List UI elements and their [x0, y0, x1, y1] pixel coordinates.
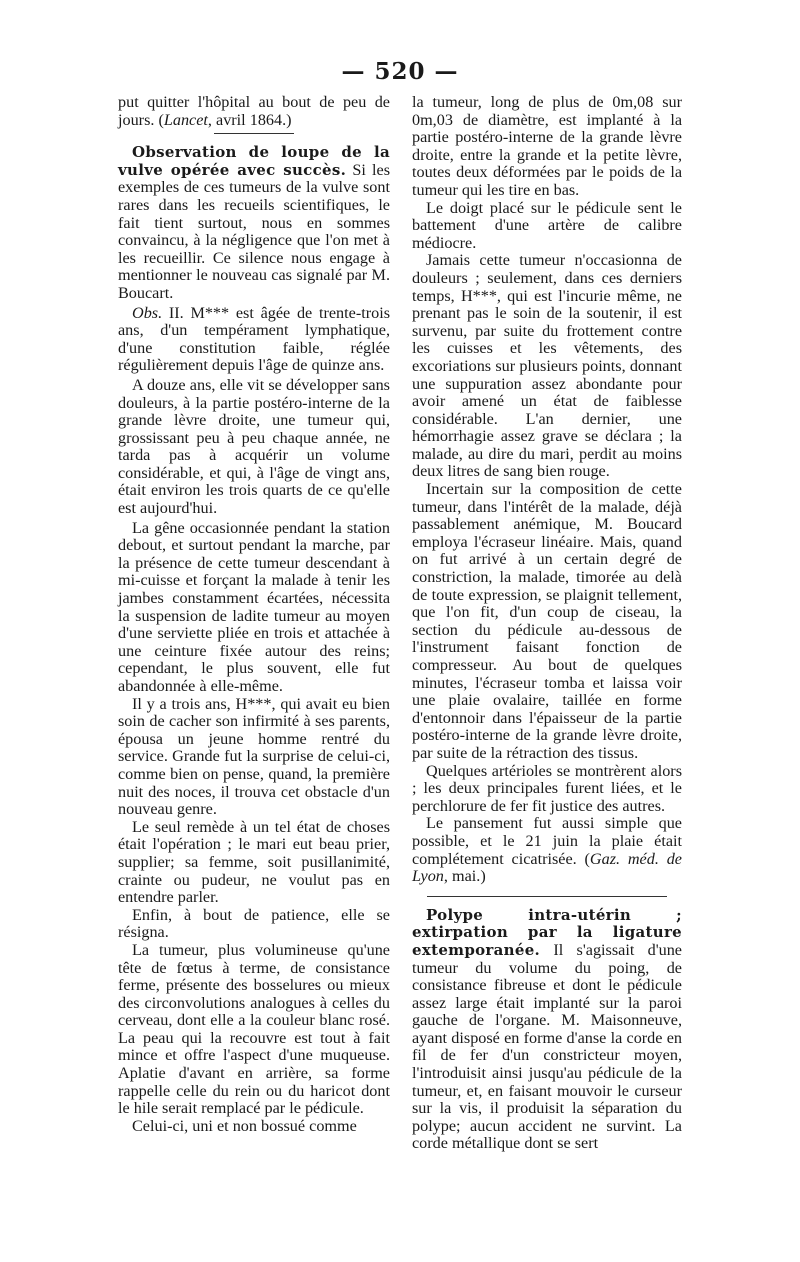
right-column	[412, 94, 682, 1153]
paragraph-text: Si les exemples de ces tumeurs de la vulve sont rares dans les recueils scientifiques, le fait tient surtout, nous en sommes convaincu, à la négligence que l'on met à les recueillir. Ce silence nous engage à mentionner le nouveau cas signalé par M. Boucart.	[118, 160, 390, 302]
paragraph-text: , avril 1864.)	[207, 110, 292, 129]
paragraph: La tumeur, plus volumineuse qu'une tête de fœtus à terme, de consistance ferme, présente des bosselures ou mieux des circonvolutions analogues à celles du cerveau, dont elle a la couleur blanc rosé. La peau qui la recouvre est tout à fait mince et offre l'aspect d'une muqueuse. Aplatie d'avant en arrière, sa forme rappelle celle du rein ou du haricot dont le hile serait remplacé par le pédicule.	[118, 940, 390, 1118]
paragraph: Il y a trois ans, H***, qui avait eu bien soin de cacher son infirmité à ses parents, épousa un jeune homme rentré du service. Grande fut la surprise de celui-ci, comme bien on pense, quand, la première nuit des noces, il trouva cet obstacle d'un nouveau genre.	[118, 694, 390, 819]
section-polype	[412, 907, 682, 1153]
paragraph: Quelques artérioles se montrèrent alors ; les deux principales furent liées, et le perchlorure de fer fit justice des autres.	[412, 761, 682, 815]
source-citation: Gaz. méd. de Lyon	[412, 849, 682, 886]
section-divider	[214, 133, 294, 134]
paragraph-continuation: la tumeur, long de plus de 0m,08 sur 0m,03 de diamètre, est implanté à la partie postéro-interne de la grande lèvre droite, entre la grande et la petite lèvre, toutes deux déformées par le poids de la tumeur qui les tire en bas.	[412, 93, 682, 199]
section-heading: Polype intra-utérin ; extirpation par la ligature extemporanée.	[412, 905, 682, 959]
paragraph: Le seul remède à un tel état de choses était l'opération ; le mari eut beau prier, supplier; sa femme, soit pusillanimité, crainte ou pudeur, ne voulut pas en entendre parler.	[118, 817, 390, 907]
source-citation: Lancet	[163, 110, 208, 129]
paragraph: A douze ans, elle vit se développer sans douleurs, à la partie postéro-interne de la grande lèvre droite, une tumeur qui, grossissant peu à peu chaque année, ne tarda pas à acquérir un volume considérable, et qui, à l'âge de vingt ans, était environ les trois quarts de ce qu'elle est aujourd'hui.	[118, 375, 390, 518]
section-observation-loupe	[118, 144, 390, 302]
page-number: — 520 —	[341, 58, 459, 85]
paragraph: Le doigt placé sur le pédicule sent le battement d'une artère de calibre médiocre.	[412, 198, 682, 252]
section-heading: Observation de loupe de la vulve opérée avec succès.	[118, 143, 390, 179]
paragraph: Celui-ci, uni et non bossué comme	[132, 1116, 357, 1135]
paragraph: Enfin, à bout de patience, elle se résigna.	[118, 905, 390, 942]
paragraph-text: , mai.)	[443, 867, 486, 886]
paragraph-text: Le pansement fut aussi simple que possible, et le 21 juin la plaie était complétement cicatrisée. (	[412, 814, 682, 868]
paragraph-obs	[118, 305, 390, 375]
paragraph: La gêne occasionnée pendant la station debout, et surtout pendant la marche, par la présence de cette tumeur descendant à mi-cuisse et forçant la malade à tenir les jambes constamment écartées, nécessita la suspension de ladite tumeur au moyen d'une serviette pliée en trois et attachée à une ceinture fixée autour des reins; cependant, le plus souvent, elle fut abandonnée à elle-même.	[118, 518, 390, 695]
paragraph	[412, 815, 682, 885]
paragraph-text: Il s'agissait d'une tumeur du volume du poing, de consistance fibreuse et dont le pédicule assez large était implanté sur la paroi gauche de l'organe. M. Maisonneuve, ayant disposé en forme d'anse la corde en fil de fer d'un constricteur moyen, l'introduisit ainsi jusqu'au pédicule de la tumeur, et, en faisant mouvoir le curseur sur la vis, il produisit la séparation du polype; aucun accident ne survint. La corde métallique dont se sert	[412, 940, 682, 1153]
section-divider	[427, 896, 667, 897]
paragraph: Incertain sur la composition de cette tumeur, dans l'intérêt de la malade, déjà passablement anémique, M. Boucard employa l'écraseur linéaire. Mais, quand on fut arrivé à un certain degré de constriction, la malade, timorée au delà de toute expression, se plaignit tellement, que l'on fit, d'un coup de ciseau, la section du pédicule au-dessous de l'instrument faisant fonction de compresseur. Au bout de quelques minutes, l'écraseur tomba et laissa voir une plaie ovalaire, taillée en forme d'entonnoir dans l'épaisseur de la partie postéro-interne de la grande lèvre droite, par suite de la rétraction des tissus.	[412, 480, 682, 762]
left-column	[118, 94, 390, 1135]
paragraph: Jamais cette tumeur n'occasionna de douleurs ; seulement, dans ces derniers temps, H***, qui est l'incurie même, ne prenant pas le soin de la soutenir, il est survenu, par suite du frottement contre les cuisses et les vêtements, des excoriations sur plusieurs points, donnant une suppuration assez abondante pour avoir amené un état de faiblesse considérable. L'an dernier, une hémorrhagie assez grave se déclara ; la malade, au dire du mari, perdit au moins deux litres de sang bien rouge.	[412, 251, 682, 481]
paragraph-continuation	[118, 94, 390, 129]
paragraph-text: put quitter l'hôpital au bout de peu de jours. (	[118, 93, 390, 129]
paragraph-text: II. M*** est âgée de trente-trois ans, d'un tempérament lymphatique, d'une constitution faible, réglée régulièrement depuis l'âge de quinze ans.	[118, 303, 390, 375]
obs-label: Obs.	[132, 303, 163, 322]
